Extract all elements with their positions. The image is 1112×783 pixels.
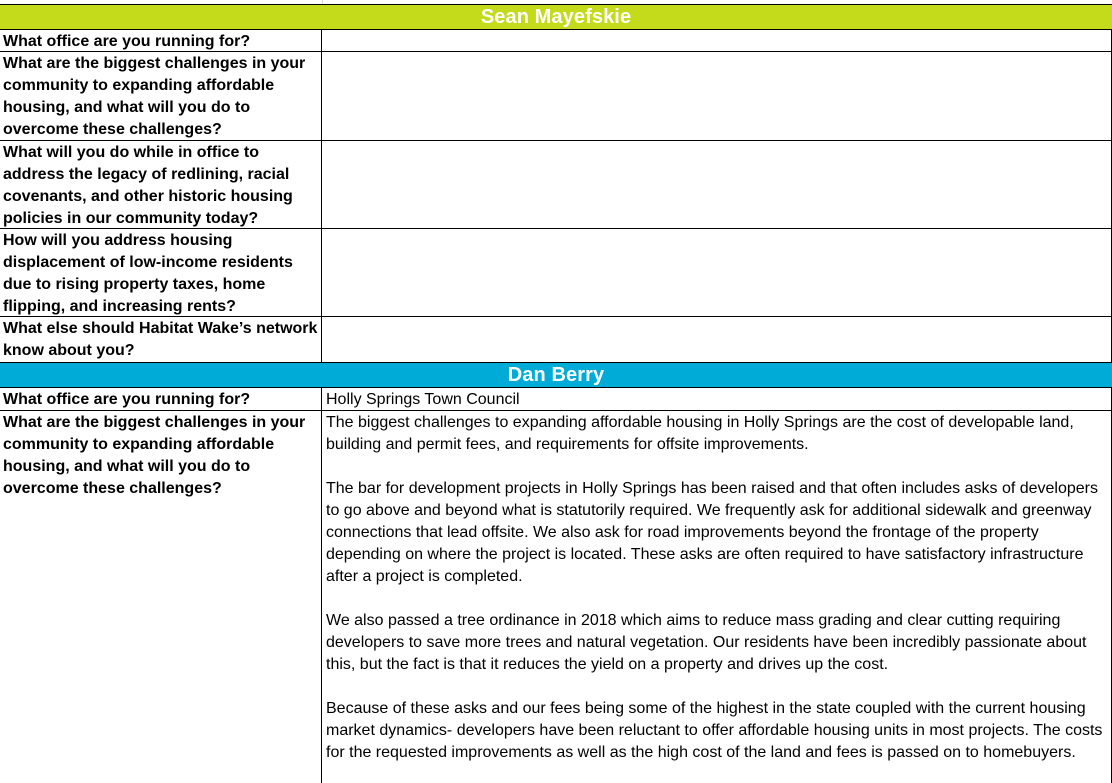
- question-cell[interactable]: What are the biggest challenges in your community to expanding affordable housing, and what will you do to overcome these challenges?: [0, 411, 322, 783]
- question-cell[interactable]: What office are you running for?: [0, 30, 322, 52]
- question-cell[interactable]: What will you do while in office to address the legacy of redlining, racial covenants, and other historic housing policies in our community today?: [0, 141, 322, 229]
- table-row: [0, 229, 1112, 317]
- question-cell[interactable]: What are the biggest challenges in your community to expanding affordable housing, and what will you do to overcome these challenges?: [0, 52, 322, 141]
- table-row: [0, 411, 1112, 783]
- answer-paragraph: We also passed a tree ordinance in 2018 which aims to reduce mass grading and clear cutting requiring developers to save more trees and natural vegetation. Our residents have been incredibly passionate about this, but the fact is that it reduces the yield on a property and drives up the cost.: [326, 612, 1087, 673]
- table-row: [0, 141, 1112, 229]
- question-cell[interactable]: What else should Habitat Wake’s network know about you?: [0, 317, 322, 362]
- answer-paragraph: The biggest challenges to expanding affordable housing in Holly Springs are the cost of developable land, building and permit fees, and requirements for offsite improvements.: [326, 414, 1074, 453]
- candidate-header-dan-berry[interactable]: Dan Berry: [0, 362, 1112, 388]
- question-cell[interactable]: How will you address housing displacement of low-income residents due to rising property taxes, home flipping, and increasing rents?: [0, 229, 322, 317]
- answer-cell[interactable]: [322, 52, 1112, 141]
- answer-paragraph: Because of these asks and our fees being some of the highest in the state coupled with the current housing market dynamics- developers have been reluctant to offer affordable housing units in most projects. The costs for the requested improvements as well as the high cost of the land and fees is passed on to homebuyers.: [326, 700, 1103, 761]
- answer-cell[interactable]: [322, 411, 1112, 783]
- question-cell[interactable]: What office are you running for?: [0, 388, 322, 411]
- answer-cell[interactable]: Holly Springs Town Council: [322, 388, 1112, 411]
- answer-paragraph: The bar for development projects in Holly Springs has been raised and that often includes asks of developers to go above and beyond what is statutorily required. We frequently ask for additional sidewalk and greenway connections that lead offsite. We also ask for road improvements beyond the frontage of the property depending on where the project is located. These asks are often required to have satisfactory infrastructure after a project is completed.: [326, 480, 1098, 585]
- answer-cell[interactable]: [322, 30, 1112, 52]
- answer-cell[interactable]: [322, 229, 1112, 317]
- answer-cell[interactable]: [322, 141, 1112, 229]
- table-row: [0, 388, 1112, 411]
- table-row: [0, 52, 1112, 141]
- answer-cell[interactable]: [322, 317, 1112, 362]
- table-row: [0, 30, 1112, 52]
- table-row: [0, 317, 1112, 362]
- candidate-header-sean-mayefskie[interactable]: Sean Mayefskie: [0, 4, 1112, 30]
